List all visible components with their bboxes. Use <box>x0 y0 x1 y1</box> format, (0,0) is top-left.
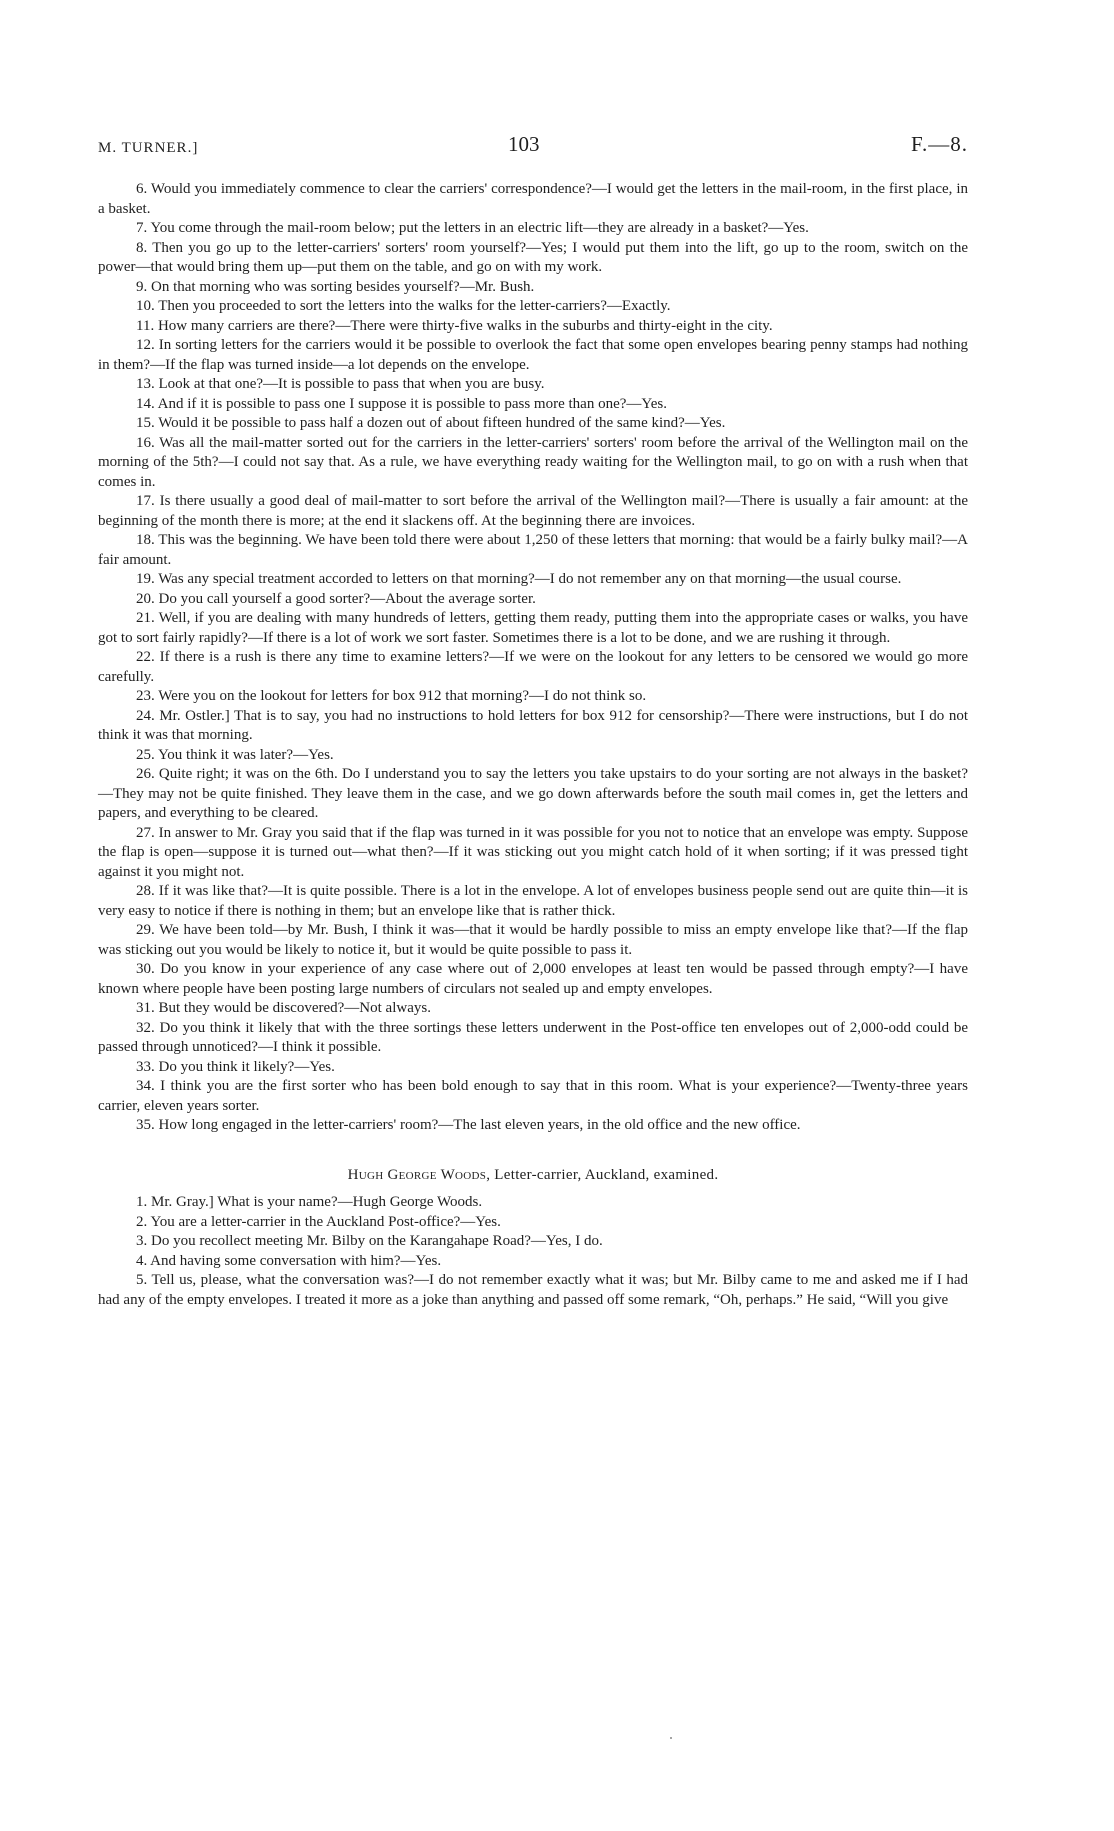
paragraph: 5. Tell us, please, what the conversation was?—I do not remember exactly what it was; but Mr. Bilby came to me and asked me if I had had any of the empty envelopes. I treated it more as a joke than anything and passed off some remark, “Oh, perhaps.” He said, “Will you give <box>98 1272 968 1308</box>
paragraph: 16. Was all the mail-matter sorted out for the carriers in the letter-carriers' sorters' room before the arrival of the Wellington mail on the morning of the 5th?—I could not say that. As a rule, we have everything ready waiting for the Wellington mail, to go on with a rush when that comes in. <box>98 434 968 490</box>
witness-description: , Letter-carrier, Auckland, examined. <box>486 1166 719 1183</box>
paragraph: 19. Was any special treatment accorded to letters on that morning?—I do not remember any on that morning—the usual course. <box>136 571 902 587</box>
paragraph: 10. Then you proceeded to sort the letters into the walks for the letter-carriers?—Exactly. <box>136 298 671 314</box>
paragraph: 9. On that morning who was sorting besides yourself?—Mr. Bush. <box>136 278 535 295</box>
paragraph: 28. If it was like that?—It is quite possible. There is a lot in the envelope. A lot of envelopes business people send out are quite thin—it is very easy to notice if there is nothing in them; but an envelope like that is rather thick. <box>98 883 968 919</box>
paragraph: 32. Do you think it likely that with the three sortings these letters underwent in the Post-office ten envelopes out of 2,000-odd could be passed through unnoticed?—I think it possible. <box>98 1019 968 1055</box>
paragraph: 25. You think it was later?—Yes. <box>136 746 334 763</box>
paragraph: 24. Mr. Ostler.] That is to say, you had no instructions to hold letters for box 912 for censorship?—There were instructions, but I do not think it was that morning. <box>98 707 968 743</box>
paragraph: 34. I think you are the first sorter who has been bold enough to say that in this room. What is your experience?—Twenty-three years carrier, eleven years sorter. <box>98 1078 968 1114</box>
paragraph: 31. But they would be discovered?—Not always. <box>136 1000 431 1016</box>
paragraph: 29. We have been told—by Mr. Bush, I think it was—that it would be hardly possible to miss an empty envelope like that?—If the flap was sticking out you would be likely to notice it, but it would be quite possible to pass it. <box>98 922 968 958</box>
paragraph: 18. This was the beginning. We have been told there were about 1,250 of these letters that morning: that would be a fairly bulky mail?—A fair amount. <box>98 532 968 568</box>
paragraph: 11. How many carriers are there?—There were thirty-five walks in the suburbs and thirty-eight in the city. <box>136 317 773 334</box>
paragraph: 2. You are a letter-carrier in the Auckland Post-office?—Yes. <box>136 1213 501 1230</box>
paragraph: 14. And if it is possible to pass one I suppose it is possible to pass more than one?—Yes. <box>136 395 667 412</box>
paragraph: 7. You come through the mail-room below; put the letters in an electric lift—they are already in a basket?—Yes. <box>136 220 809 236</box>
paragraph: 6. Would you immediately commence to clear the carriers' correspondence?—I would get the letters in the mail-room, in the first place, in a basket. <box>98 181 968 217</box>
paragraph: 21. Well, if you are dealing with many hundreds of letters, getting them ready, putting them into the appropriate cases or walks, you have got to sort fairly rapidly?—If there is a lot of work we sort faster. Sometimes there is a lot to be done, and we are rushing it through. <box>98 610 968 646</box>
paragraph: 3. Do you recollect meeting Mr. Bilby on the Karangahape Road?—Yes, I do. <box>136 1233 603 1249</box>
paragraph: 8. Then you go up to the letter-carriers' sorters' room yourself?—Yes; I would put them into the lift, go up to the room, switch on the power—that would bring them up—put them on the table, and go on with my work. <box>98 239 968 275</box>
paragraph: 4. And having some conversation with him?—Yes. <box>136 1252 442 1269</box>
paragraph: 17. Is there usually a good deal of mail-matter to sort before the arrival of the Wellington mail?—There is usually a fair amount: at the beginning of the month there is more; at the end it slackens off. At the beginning there are invoices. <box>98 493 968 529</box>
paragraph: 15. Would it be possible to pass half a dozen out of about fifteen hundred of the same kind?—Yes. <box>136 415 726 431</box>
paragraph: 22. If there is a rush is there any time to examine letters?—If we were on the lookout for any letters to be censored we would go more carefully. <box>98 649 968 685</box>
paragraph: 27. In answer to Mr. Gray you said that if the flap was turned in it was possible for you not to notice that an envelope was empty. Suppose the flap is open—suppose it is turned out—what then?—If it was sticking out you might catch hold of it when sorting; if it was pressed tight against it you might not. <box>98 824 968 880</box>
paper-speck <box>670 1737 672 1739</box>
running-head-witness: M. TURNER.] <box>98 140 199 156</box>
document-body <box>98 180 968 1310</box>
document-reference: F.—8. <box>911 132 968 156</box>
paragraph: 1. Mr. Gray.] What is your name?—Hugh George Woods. <box>136 1194 483 1210</box>
witness-heading <box>98 1166 968 1186</box>
paragraph: 20. Do you call yourself a good sorter?—About the average sorter. <box>136 590 536 607</box>
paragraph: 23. Were you on the lookout for letters for box 912 that morning?—I do not think so. <box>136 688 647 704</box>
paragraph: 33. Do you think it likely?—Yes. <box>136 1058 335 1075</box>
page-number: 103 <box>508 132 540 156</box>
document-page <box>98 128 968 1310</box>
paragraph: 35. How long engaged in the letter-carriers' room?—The last eleven years, in the old office and the new office. <box>136 1117 801 1133</box>
page-header <box>98 128 968 164</box>
witness-name: Hugh George Woods <box>347 1166 487 1183</box>
paragraph: 26. Quite right; it was on the 6th. Do I understand you to say the letters you take upstairs to do your sorting are not always in the basket?—They may not be quite finished. They leave them in the case, and we go down afterwards before the south mail comes in, get the letters and papers, and everything to be cleared. <box>98 766 968 821</box>
paragraph: 30. Do you know in your experience of any case where out of 2,000 envelopes at least ten would be passed through empty?—I have known where people have been posting large numbers of circulars not sealed up and empty envelopes. <box>98 961 968 997</box>
paragraph: 12. In sorting letters for the carriers would it be possible to overlook the fact that some open envelopes bearing penny stamps had nothing in them?—If the flap was turned inside—a lot depends on the envelope. <box>98 337 968 373</box>
paragraph: 13. Look at that one?—It is possible to pass that when you are busy. <box>136 376 545 392</box>
